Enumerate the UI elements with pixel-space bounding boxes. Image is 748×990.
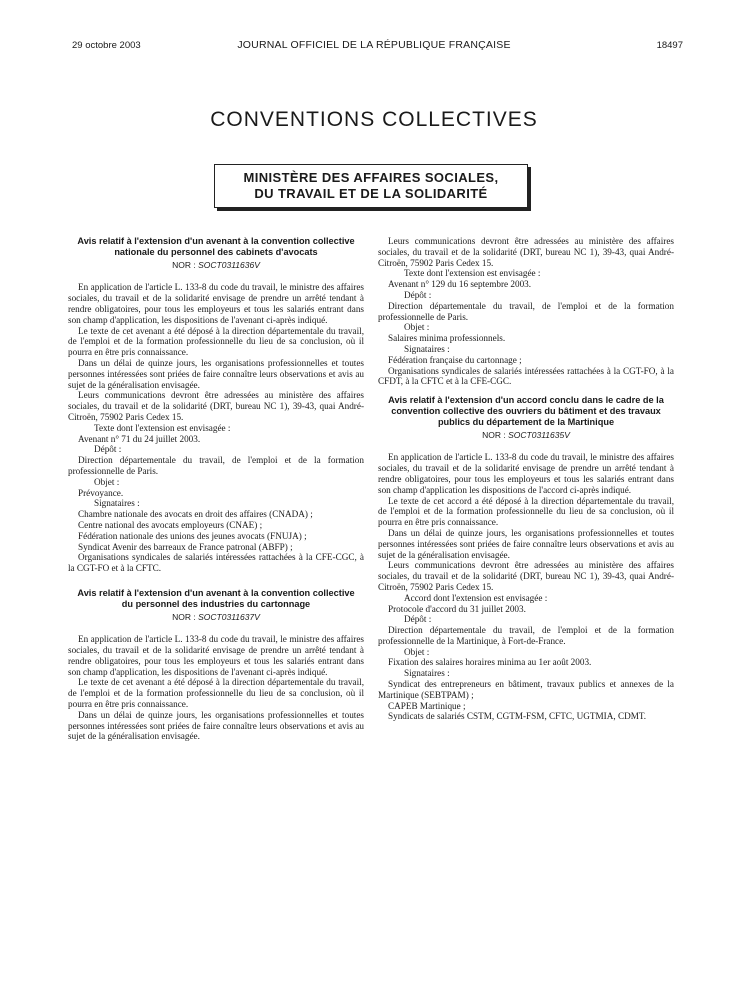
avis-1-texte-label: Texte dont l'extension est envisagée : (94, 422, 231, 433)
avis-3-paragraph-3: Dans un délai de quinze jours, les organisations professionnelles et toutes personnes intéressées sont priées de faire connaître leurs observations et avis au sujet de la généralisation envisagée. (378, 527, 674, 560)
avis-2-signataires-label: Signataires : (404, 343, 450, 354)
avis-1-objet-label: Objet : (94, 476, 120, 487)
avis-2-depot-label: Dépôt : (404, 289, 432, 300)
nor-code: SOCT0311635V (508, 429, 570, 440)
nor-label: NOR : (172, 259, 196, 270)
avis-1-objet-value: Prévoyance. (78, 487, 124, 498)
avis-2-paragraph-2: Le texte de cet avenant a été déposé à la direction départementale du travail, de l'emploi et de la formation professionnelle du lieu de sa conclusion, où il pourra en être pris connaissance. (68, 677, 364, 710)
ministry-line-2: DU TRAVAIL ET DE LA SOLIDARITÉ (254, 186, 488, 201)
avis-3-paragraph-1: En application de l'article L. 133-8 du code du travail, le ministre des affaires sociales, du travail et de la solidarité envisage de prendre un arrêté tendant à rendre obligatoires, pour tous les employeurs et tous les salariés entrant dans son champ d'application les dispositions de l'accord ci-après indiqué. (378, 452, 674, 495)
avis-1-title: Avis relatif à l'extension d'un avenant à la convention collective nationale du personnel des cabinets d'avocats (77, 236, 355, 257)
avis-1-paragraph-2: Le texte de cet avenant a été déposé à la direction départementale du travail, de l'emploi et de la formation professionnelle du lieu de sa conclusion, où il pourra en être pris connaissance. (68, 325, 364, 358)
avis-2-paragraph-1: En application de l'article L. 133-8 du code du travail, le ministre des affaires sociales, du travail et de la solidarité envisage de prendre un arrêté tendant à rendre obligatoires, pour tous les employeurs et tous les salariés entrant dans son champ d'application, les dispositions de l'avenant ci-après indiqué. (68, 634, 364, 677)
avis-2-signataire: Organisations syndicales de salariés intéressées rattachées à la CGT-FO, à la CFDT, à la CFTC et à la CFE-CGC. (378, 365, 674, 387)
avis-2-title: Avis relatif à l'extension d'un avenant à la convention collective du personnel des industries du cartonnage (77, 587, 355, 609)
nor-code: SOCT0311636V (198, 259, 260, 270)
nor-code: SOCT0311637V (198, 611, 260, 622)
avis-1-paragraph-4: Leurs communications devront être adressées au ministère des affaires sociales, du travail et de la solidarité (DRT, bureau NC 1), 39-43, quai André-Citroën, 75902 Paris Cedex 15. (68, 390, 364, 422)
avis-3-objet-label: Objet : (404, 646, 430, 657)
ministry-box (214, 164, 528, 208)
ministry-line-1: MINISTÈRE DES AFFAIRES SOCIALES, (243, 170, 499, 185)
page-number: 18497 (656, 40, 683, 51)
nor-label: NOR : (172, 611, 196, 622)
section-title: CONVENTIONS COLLECTIVES (210, 108, 538, 131)
avis-3-signataire: Syndicats de salariés CSTM, CGTM-FSM, CFTC, UGTMIA, CDMT. (388, 711, 647, 722)
left-column (68, 236, 364, 742)
header-date: 29 octobre 2003 (72, 40, 141, 51)
avis-1-nor (68, 260, 364, 271)
avis-1-texte-value: Avenant n° 71 du 24 juillet 2003. (78, 433, 201, 444)
avis-2-paragraph-4: Leurs communications devront être adressées au ministère des affaires sociales, du travail et de la solidarité (DRT, bureau NC 1), 39-43, quai André-Citroën, 75902 Paris Cedex 15. (378, 236, 674, 268)
avis-1-paragraph-3: Dans un délai de quinze jours, les organisations professionnelles et toutes personnes intéressées sont priées de faire connaître leurs observations et avis au sujet de la généralisation envisagée. (68, 357, 364, 390)
avis-2-objet-value: Salaires minima professionnels. (388, 333, 506, 344)
avis-2-depot-value: Direction départementale du travail, de l'emploi et de la formation professionnelle de Paris. (378, 300, 674, 322)
avis-1-signataire: Centre national des avocats employeurs (CNAE) ; (78, 519, 263, 530)
avis-3-signataire: CAPEB Martinique ; (388, 700, 466, 711)
avis-1-signataires-label: Signataires : (94, 498, 140, 509)
avis-1-signataire: Fédération nationale des unions des jeunes avocats (FNUJA) ; (78, 530, 307, 541)
avis-2-nor (68, 612, 364, 623)
journal-title: JOURNAL OFFICIEL DE LA RÉPUBLIQUE FRANÇAISE (237, 39, 511, 51)
avis-2-signataire: Fédération française du cartonnage ; (388, 354, 522, 365)
avis-3-texte-value: Protocole d'accord du 31 juillet 2003. (388, 603, 526, 614)
avis-3-title: Avis relatif à l'extension d'un accord conclu dans le cadre de la convention collective des ouvriers du bâtiment et des travaux publics du département de la Martinique (388, 395, 664, 427)
avis-1-signataire: Syndicat Avenir des barreaux de France patronal (ABFP) ; (78, 541, 293, 552)
avis-1-depot-value: Direction départementale du travail, de l'emploi et de la formation professionnelle de Paris. (68, 455, 364, 476)
avis-1-signataire: Organisations syndicales de salariés intéressées rattachées à la CFE-CGC, à la CGT-FO et à la CFTC. (68, 552, 364, 574)
avis-2-objet-label: Objet : (404, 322, 430, 333)
avis-2-paragraph-3: Dans un délai de quinze jours, les organisations professionnelles et toutes personnes intéressées sont priées de faire connaître leurs observations et avis au sujet de la généralisation envisagée. (68, 709, 364, 742)
avis-3-depot-value: Direction départementale du travail, de l'emploi et de la formation professionnelle de la Martinique, à Fort-de-France. (378, 625, 674, 646)
avis-3-texte-label: Accord dont l'extension est envisagée : (404, 592, 548, 603)
avis-2-texte-value: Avenant n° 129 du 16 septembre 2003. (388, 279, 532, 290)
avis-3-nor (378, 430, 674, 441)
avis-3-paragraph-2: Le texte de cet accord a été déposé à la direction départementale du travail, de l'emploi et de la formation professionnelle du lieu de sa conclusion, où il pourra en être pris connaissance. (378, 495, 674, 528)
avis-3-depot-label: Dépôt : (404, 614, 432, 625)
nor-label: NOR : (482, 429, 506, 440)
avis-2-texte-label: Texte dont l'extension est envisagée : (404, 268, 541, 279)
avis-1-signataire: Chambre nationale des avocats en droit des affaires (CNADA) ; (78, 509, 313, 520)
avis-3-objet-value: Fixation des salaires horaires minima au 1er août 2003. (388, 657, 592, 668)
avis-3-signataires-label: Signataires : (404, 668, 450, 679)
avis-3-paragraph-4: Leurs communications devront être adressées au ministère des affaires sociales, du travail et de la solidarité (DRT, bureau NC 1), 39-43, quai André-Citroën, 75902 Paris Cedex 15. (378, 560, 674, 592)
right-column (378, 236, 674, 722)
avis-1-depot-label: Dépôt : (94, 444, 122, 455)
avis-1-paragraph-1: En application de l'article L. 133-8 du code du travail, le ministre des affaires sociales, du travail et de la solidarité envisage de prendre un arrêté tendant à rendre obligatoires, pour tous les employeurs et tous les salariés entrant dans son champ d'application, les dispositions de l'avenant ci-après indiqué. (68, 282, 364, 325)
avis-3-signataire: Syndicat des entrepreneurs en bâtiment, travaux publics et annexes de la Martinique (SEBTPAM) ; (378, 679, 674, 700)
